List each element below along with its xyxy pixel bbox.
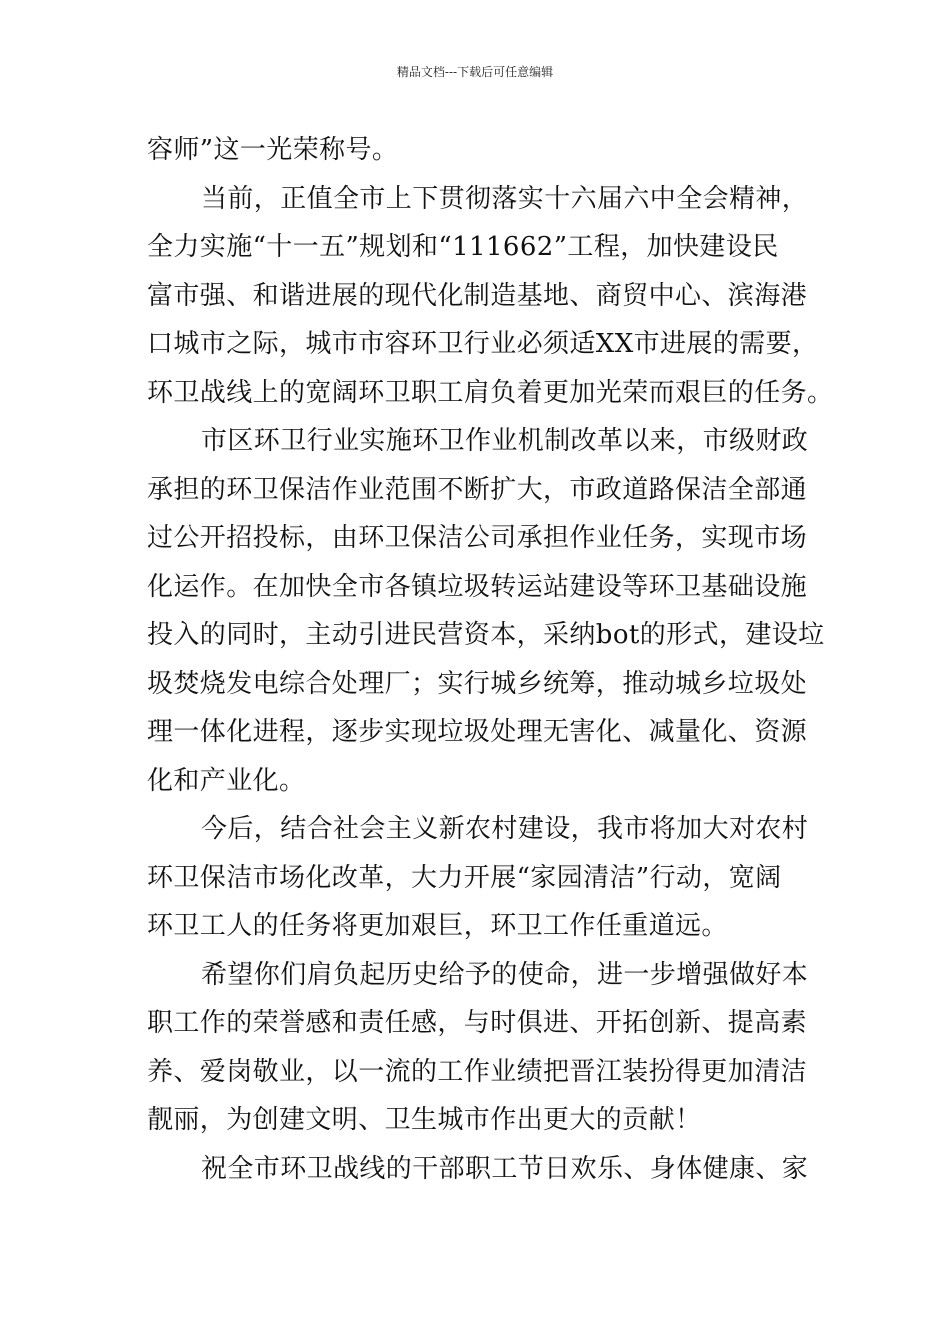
paragraph bbox=[147, 805, 807, 951]
text-line: 靓丽，为创建文明、卫生城市作出更大的贡献！ bbox=[147, 1105, 702, 1135]
text-line: 养、爱岗敬业，以一流的工作业绩把晋江装扮得更加清洁 bbox=[147, 1056, 808, 1087]
paragraph bbox=[147, 1145, 807, 1194]
text-line: 当前，正值全市上下贯彻落实十六届六中全会精神， bbox=[201, 183, 809, 214]
text-line: 投入的同时，主动引进民营资本，采纳bot的形式，建设垃 bbox=[147, 620, 825, 650]
text-line: 化运作。在加快全市各镇垃圾转运站建设等环卫基础设施 bbox=[147, 571, 808, 602]
text-line: 祝全市环卫战线的干部职工节日欢乐、身体健康、家 bbox=[201, 1153, 809, 1184]
text-line: 容师”这一光荣称号。 bbox=[147, 135, 399, 165]
text-line: 全力实施“十一五”规划和“111662”工程，加快建设民 bbox=[147, 232, 779, 262]
paragraph bbox=[147, 417, 825, 805]
paragraph bbox=[147, 951, 807, 1145]
text-line: 理一体化进程，逐步实现垃圾处理无害化、减量化、资源 bbox=[147, 717, 808, 747]
text-line: 市区环卫行业实施环卫作业机制改革以来，市级财政 bbox=[201, 426, 809, 456]
document-body bbox=[147, 126, 834, 1193]
paragraph bbox=[147, 175, 834, 418]
text-line: 过公开招投标，由环卫保洁公司承担作业任务，实现市场 bbox=[147, 523, 808, 553]
text-line: 希望你们肩负起历史给予的使命，进一步增强做好本 bbox=[201, 959, 809, 990]
text-line: 富市强、和谐进展的现代化制造基地、商贸中心、滨海港 bbox=[147, 280, 808, 311]
text-line: 环卫保洁市场化改革，大力开展“家园清洁”行动，宽阔 bbox=[147, 862, 782, 893]
page-header-watermark: 精品文档---下载后可任意编辑 bbox=[396, 65, 554, 79]
text-line: 环卫工人的任务将更加艰巨，环卫工作任重道远。 bbox=[147, 911, 728, 941]
text-line: 口城市之际，城市市容环卫行业必须适XX市进展的需要， bbox=[147, 329, 819, 359]
paragraph bbox=[147, 126, 807, 175]
text-line: 承担的环卫保洁作业范围不断扩大，市政道路保洁全部通 bbox=[147, 474, 808, 505]
text-line: 圾焚烧发电综合处理厂；实行城乡统筹，推动城乡垃圾处 bbox=[147, 668, 808, 699]
text-line: 职工作的荣誉感和责任感，与时俱进、开拓创新、提高素 bbox=[147, 1008, 808, 1038]
text-line: 环卫战线上的宽阔环卫职工肩负着更加光荣而艰巨的任务。 bbox=[147, 377, 834, 408]
text-line: 今后，结合社会主义新农村建设，我市将加大对农村 bbox=[201, 814, 809, 844]
text-line: 化和产业化。 bbox=[147, 765, 306, 796]
